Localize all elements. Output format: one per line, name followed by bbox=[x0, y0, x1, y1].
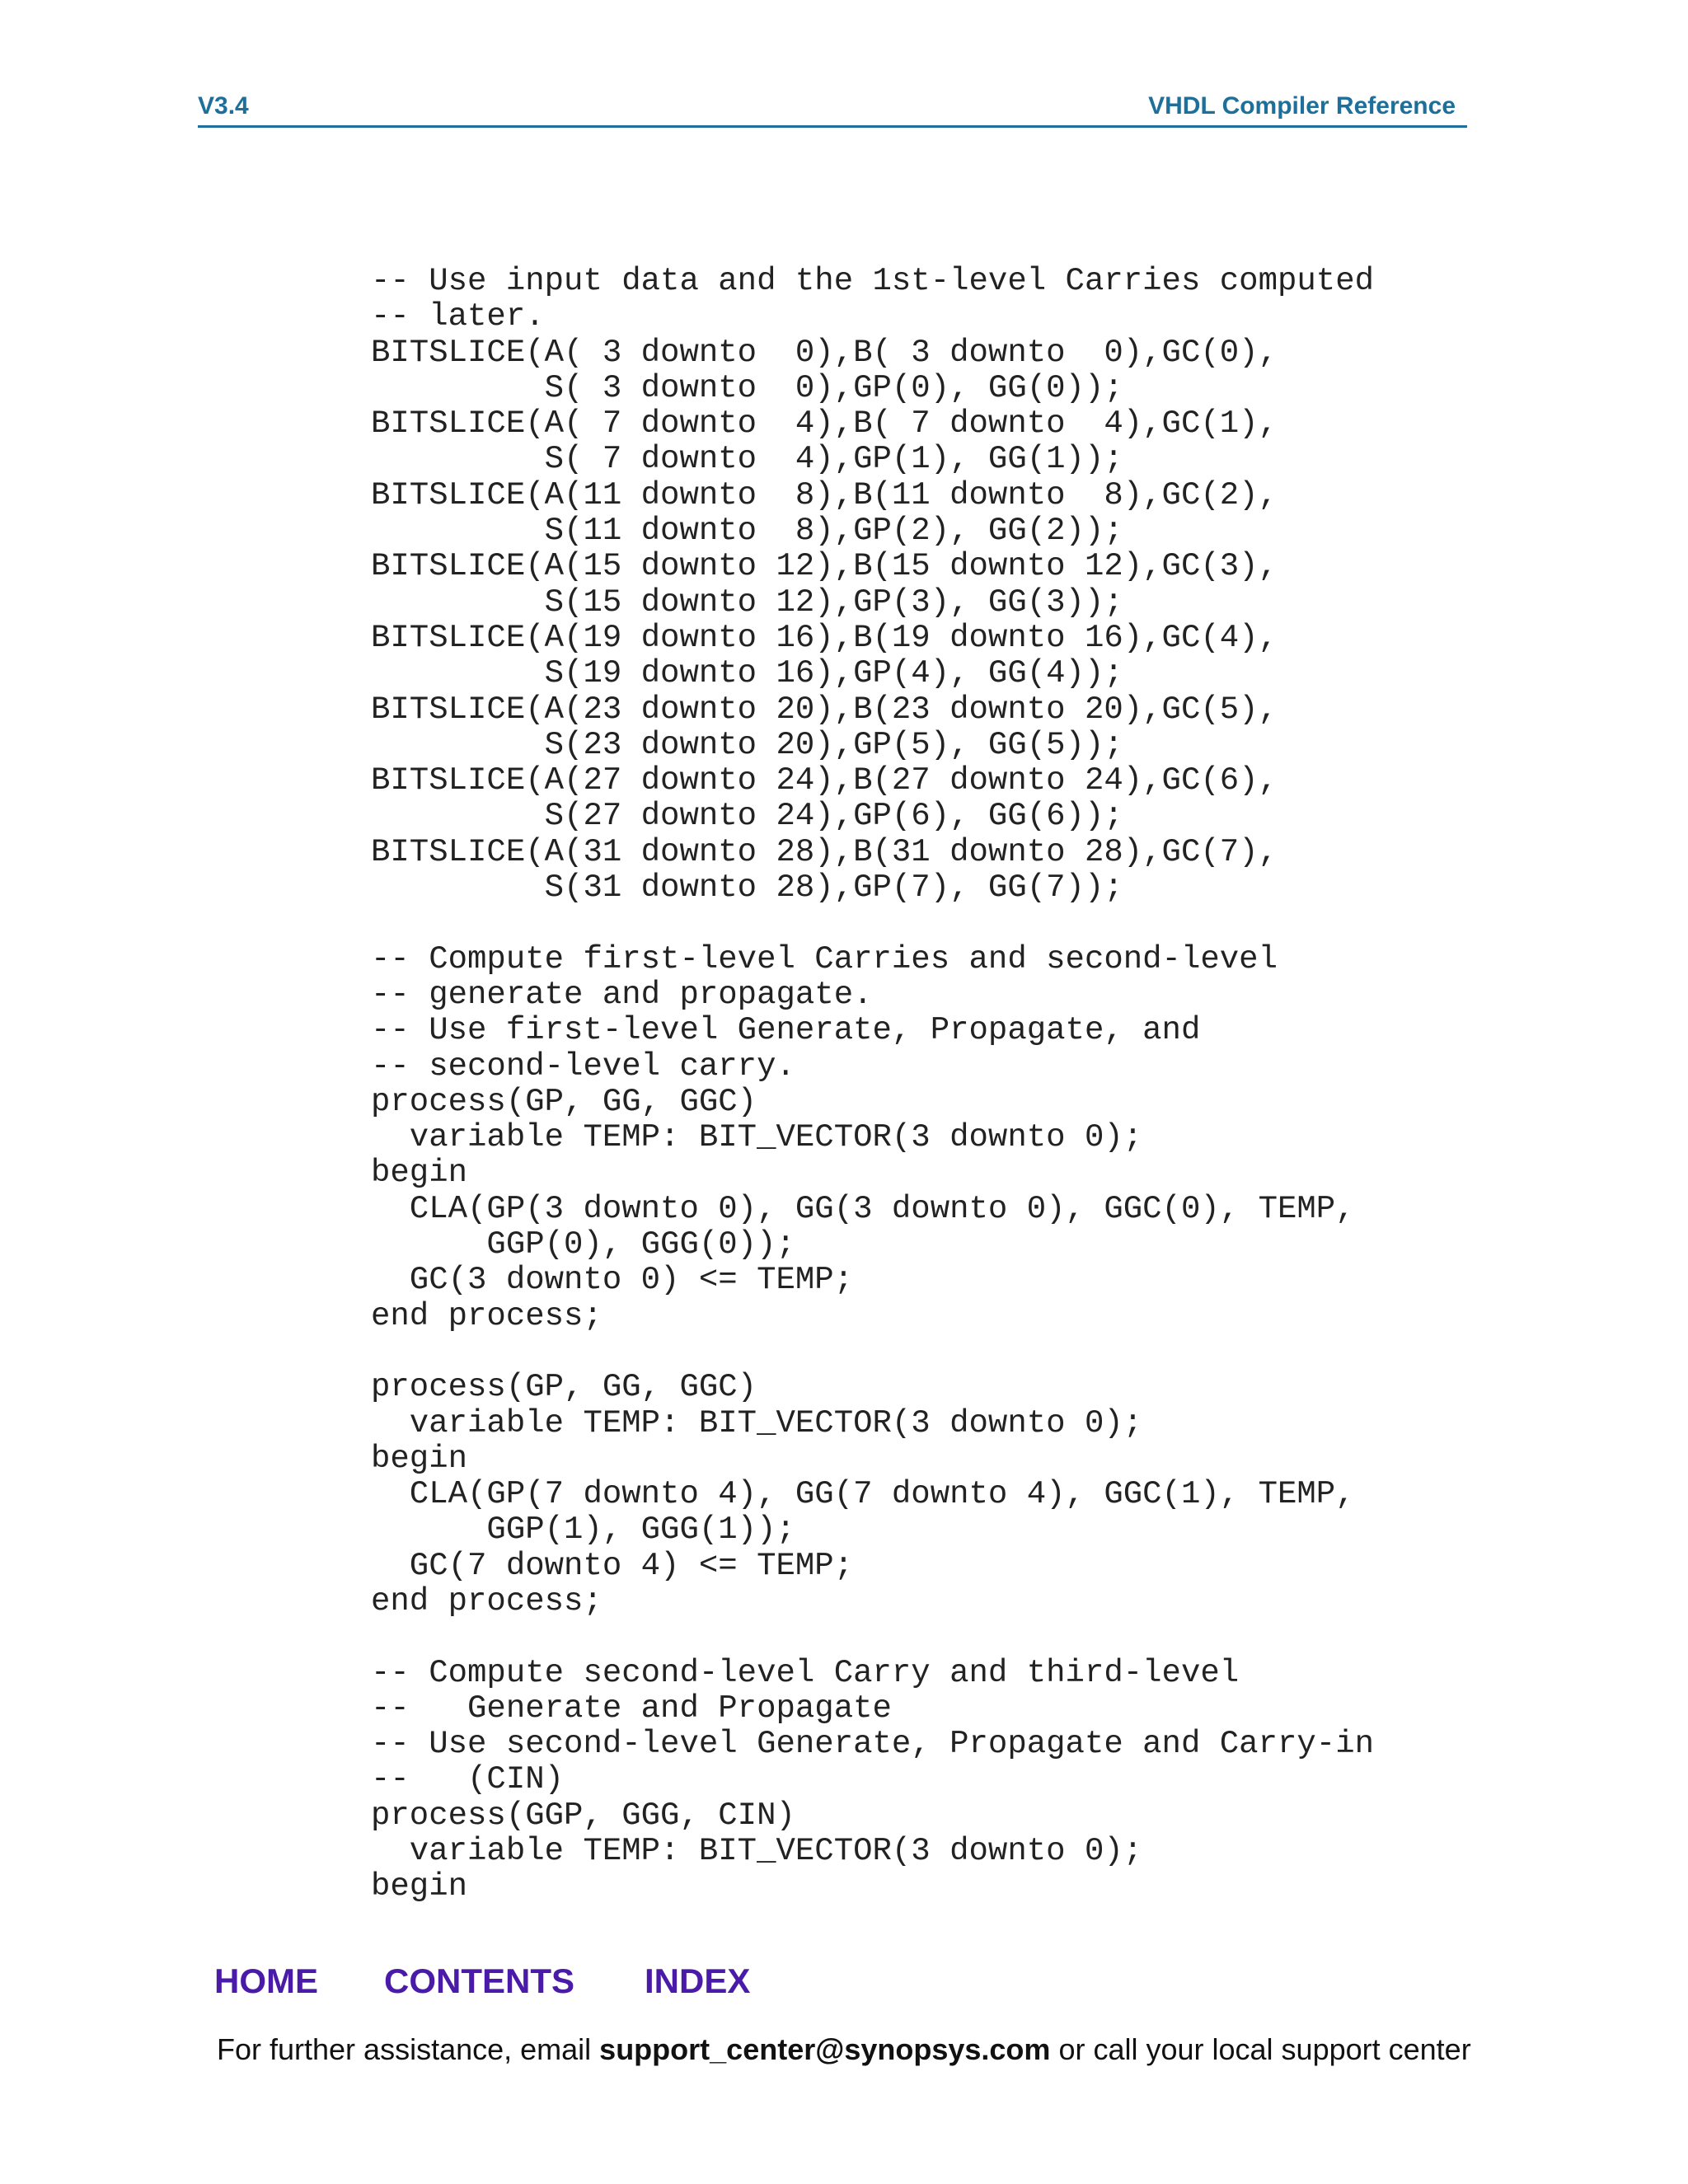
code-line: process(GP, GG, GGC) bbox=[371, 1083, 757, 1120]
code-line: BITSLICE(A( 3 downto 0),B( 3 downto 0),GC(0), bbox=[371, 334, 1278, 371]
code-line: variable TEMP: BIT_VECTOR(3 downto 0); bbox=[371, 1119, 1143, 1156]
home-link[interactable]: HOME bbox=[214, 1961, 318, 2000]
code-line: variable TEMP: BIT_VECTOR(3 downto 0); bbox=[371, 1833, 1143, 1870]
index-link[interactable]: INDEX bbox=[645, 1961, 751, 2000]
code-line: GC(7 downto 4) <= TEMP; bbox=[371, 1547, 854, 1584]
code-line: BITSLICE(A(11 downto 8),B(11 downto 8),GC(2), bbox=[371, 476, 1278, 513]
code-line: process(GGP, GGG, CIN) bbox=[371, 1797, 795, 1834]
page-header bbox=[198, 92, 1467, 128]
code-line: S( 3 downto 0),GP(0), GG(0)); bbox=[371, 369, 1123, 406]
code-listing bbox=[371, 264, 1374, 1905]
code-line: GC(3 downto 0) <= TEMP; bbox=[371, 1262, 854, 1299]
contents-link[interactable]: CONTENTS bbox=[384, 1961, 574, 2000]
footer-suffix: or call your local support center bbox=[1050, 2032, 1471, 2066]
version-label: V3.4 bbox=[198, 92, 249, 120]
code-line: process(GP, GG, GGC) bbox=[371, 1369, 757, 1406]
support-email[interactable]: support_center@synopsys.com bbox=[599, 2032, 1051, 2066]
code-line: -- later. bbox=[371, 298, 545, 335]
code-line: -- Compute second-level Carry and third-level bbox=[371, 1654, 1240, 1691]
code-line: -- second-level carry. bbox=[371, 1047, 795, 1085]
code-line: S(27 downto 24),GP(6), GG(6)); bbox=[371, 798, 1123, 835]
code-line: S(23 downto 20),GP(5), GG(5)); bbox=[371, 726, 1123, 763]
code-line: S( 7 downto 4),GP(1), GG(1)); bbox=[371, 441, 1123, 478]
code-line: GGP(1), GGG(1)); bbox=[371, 1511, 795, 1549]
code-line: BITSLICE(A(15 downto 12),B(15 downto 12),GC(3), bbox=[371, 548, 1278, 585]
code-line bbox=[371, 1334, 1374, 1370]
code-line: -- Compute first-level Carries and second-level bbox=[371, 940, 1278, 977]
code-line: CLA(GP(3 downto 0), GG(3 downto 0), GGC(0), TEMP, bbox=[371, 1190, 1355, 1227]
code-line: begin bbox=[371, 1155, 468, 1192]
code-line: end process; bbox=[371, 1297, 603, 1334]
code-line: end process; bbox=[371, 1582, 603, 1619]
code-line: S(19 downto 16),GP(4), GG(4)); bbox=[371, 655, 1123, 692]
code-line: BITSLICE(A(31 downto 28),B(31 downto 28),GC(7), bbox=[371, 833, 1278, 870]
code-line: -- Generate and Propagate bbox=[371, 1690, 892, 1727]
code-line: GGP(0), GGG(0)); bbox=[371, 1226, 795, 1263]
code-line: BITSLICE(A(19 downto 16),B(19 downto 16),GC(4), bbox=[371, 619, 1278, 656]
code-line: CLA(GP(7 downto 4), GG(7 downto 4), GGC(1), TEMP, bbox=[371, 1476, 1355, 1513]
code-line: begin bbox=[371, 1868, 468, 1905]
code-line: BITSLICE(A( 7 downto 4),B( 7 downto 4),GC(1), bbox=[371, 405, 1278, 443]
footer-prefix: For further assistance, email bbox=[217, 2032, 600, 2066]
code-line bbox=[371, 906, 1374, 941]
code-line: -- Use first-level Generate, Propagate, and bbox=[371, 1012, 1201, 1049]
code-line: -- (CIN) bbox=[371, 1761, 565, 1798]
code-line: S(31 downto 28),GP(7), GG(7)); bbox=[371, 869, 1123, 907]
code-line: -- generate and propagate. bbox=[371, 976, 873, 1013]
code-line: -- Use second-level Generate, Propagate and Carry-in bbox=[371, 1726, 1374, 1763]
support-footer bbox=[217, 2032, 1471, 2067]
code-line: variable TEMP: BIT_VECTOR(3 downto 0); bbox=[371, 1404, 1143, 1441]
code-line: begin bbox=[371, 1440, 468, 1477]
book-title: VHDL Compiler Reference bbox=[1148, 92, 1456, 120]
code-line: S(15 downto 12),GP(3), GG(3)); bbox=[371, 583, 1123, 621]
code-line bbox=[371, 1619, 1374, 1655]
code-line: BITSLICE(A(23 downto 20),B(23 downto 20),GC(5), bbox=[371, 691, 1278, 728]
code-line: BITSLICE(A(27 downto 24),B(27 downto 24),GC(6), bbox=[371, 762, 1278, 799]
code-line: S(11 downto 8),GP(2), GG(2)); bbox=[371, 513, 1123, 550]
code-line: -- Use input data and the 1st-level Carries computed bbox=[371, 263, 1374, 299]
